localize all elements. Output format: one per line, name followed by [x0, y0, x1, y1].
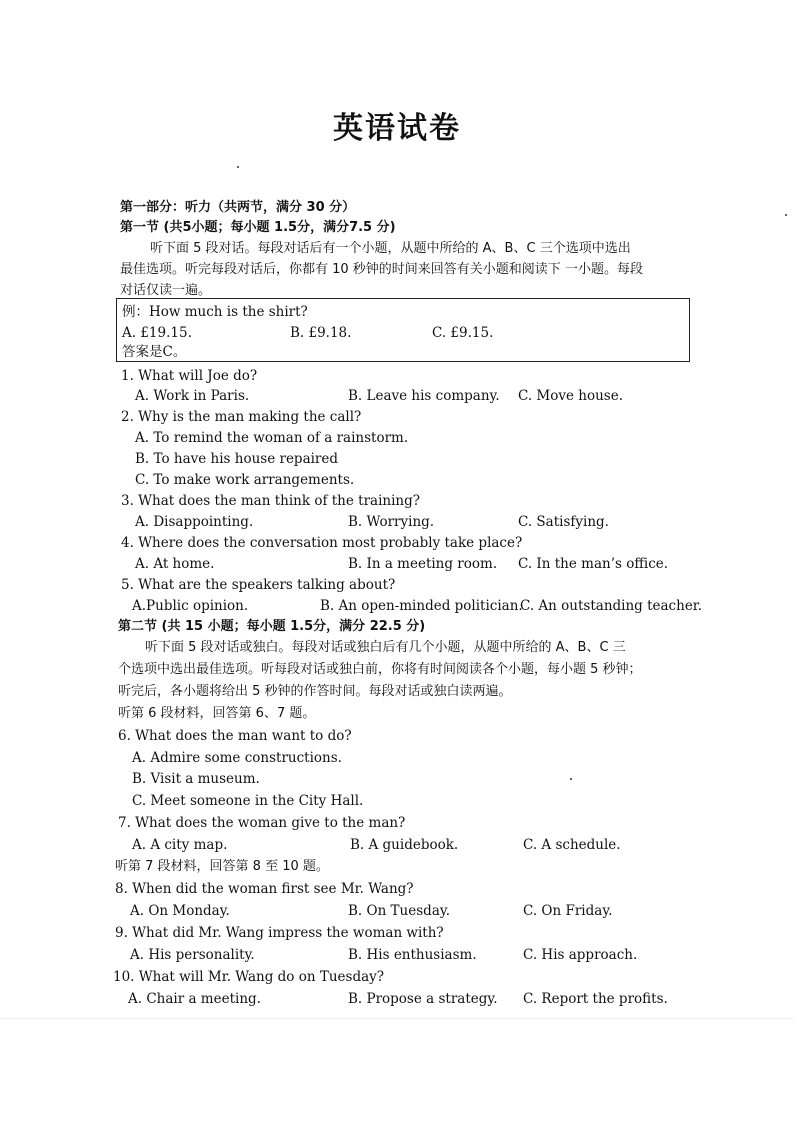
option-b: B. Leave his company. — [348, 388, 500, 404]
question-stem: 9. What did Mr. Wang impress the woman with? — [115, 925, 444, 941]
option-b: B. Worrying. — [348, 514, 435, 530]
question-stem: 4. Where does the conversation most probably take place? — [121, 535, 523, 551]
option-a: A. On Monday. — [130, 903, 230, 919]
section2-instruction-line: 听下面 5 段对话或独白。每段对话或独白后有几个小题，从题中所给的 A、B、C 三 — [145, 640, 626, 655]
option-a: A. A city map. — [132, 837, 228, 853]
question-stem: 10. What will Mr. Wang do on Tuesday? — [113, 969, 384, 985]
option-c: C. A schedule. — [523, 837, 621, 853]
option-c: C. Meet someone in the City Hall. — [132, 793, 364, 809]
option-b: B. An open-minded politician. — [320, 598, 523, 614]
option-c: C. His approach. — [523, 947, 638, 963]
option-c: C. Satisfying. — [518, 514, 609, 530]
scan-speck — [785, 214, 787, 216]
example-question: 例：How much is the shirt? — [122, 304, 308, 320]
option-a: A. Admire some constructions. — [132, 750, 342, 766]
section2-instruction-line: 个选项中选出最佳选项。听每段对话或独白前，你将有时间阅读各个小题，每小题 5 秒钟； — [118, 662, 642, 677]
option-b: B. Propose a strategy. — [348, 991, 498, 1007]
section2-heading: 第二节 (共 15 小题；每小题 1.5分，满分 22.5 分) — [118, 619, 426, 634]
option-a: A.Public opinion. — [132, 598, 249, 614]
scan-speck — [570, 778, 572, 780]
example-option-c: C. £9.15. — [432, 325, 494, 341]
section1-instruction-line: 最佳选项。听完每段对话后，你都有 10 秒钟的时间来回答有关小题和阅读下 一小题。每段 — [120, 262, 643, 277]
question-stem: 2. Why is the man making the call? — [121, 409, 362, 425]
page-bottom-edge — [0, 1018, 794, 1019]
question-stem: 1. What will Joe do? — [121, 368, 258, 384]
option-c: C. To make work arrangements. — [135, 472, 355, 488]
example-option-b: B. £9.18. — [290, 325, 352, 341]
material-note: 听第 7 段材料，回答第 8 至 10 题。 — [115, 859, 329, 874]
question-stem: 8. When did the woman first see Mr. Wang? — [115, 881, 414, 897]
option-a: A. Chair a meeting. — [128, 991, 261, 1007]
question-stem: 6. What does the man want to do? — [118, 728, 352, 744]
option-c: C. An outstanding teacher. — [520, 598, 703, 614]
option-b: B. Visit a museum. — [132, 771, 260, 787]
page-title: 英语试卷 — [333, 111, 461, 146]
option-a: A. At home. — [135, 556, 215, 572]
section1-instruction-line: 听下面 5 段对话。每段对话后有一个小题，从题中所给的 A、B、C 三个选项中选出 — [150, 241, 631, 256]
option-c: C. Report the profits. — [523, 991, 668, 1007]
example-answer: 答案是C。 — [122, 344, 187, 360]
option-b: B. To have his house repaired — [135, 451, 339, 467]
option-c: C. In the man’s office. — [518, 556, 669, 572]
option-a: A. Work in Paris. — [135, 388, 250, 404]
question-stem: 7. What does the woman give to the man? — [118, 815, 406, 831]
option-b: B. His enthusiasm. — [348, 947, 477, 963]
option-a: A. To remind the woman of a rainstorm. — [135, 430, 409, 446]
part1-heading: 第一部分：听力（共两节，满分 30 分） — [120, 200, 356, 215]
option-c: C. On Friday. — [523, 903, 613, 919]
option-c: C. Move house. — [518, 388, 624, 404]
option-b: B. A guidebook. — [350, 837, 459, 853]
option-a: A. His personality. — [130, 947, 255, 963]
section1-heading: 第一节 (共5小题；每小题 1.5分，满分7.5 分) — [120, 220, 396, 235]
question-stem: 5. What are the speakers talking about? — [121, 577, 396, 593]
example-option-a: A. £19.15. — [122, 325, 192, 341]
section2-instruction-line: 听完后，各小题将给出 5 秒钟的作答时间。每段对话或独白读两遍。 — [118, 684, 512, 699]
option-b: B. On Tuesday. — [348, 903, 450, 919]
question-stem: 3. What does the man think of the training? — [121, 493, 420, 509]
option-a: A. Disappointing. — [135, 514, 254, 530]
scan-speck — [237, 166, 239, 168]
section1-instruction-line: 对话仅读一遍。 — [120, 283, 212, 298]
material-note: 听第 6 段材料，回答第 6、7 题。 — [118, 706, 316, 721]
option-b: B. In a meeting room. — [348, 556, 498, 572]
